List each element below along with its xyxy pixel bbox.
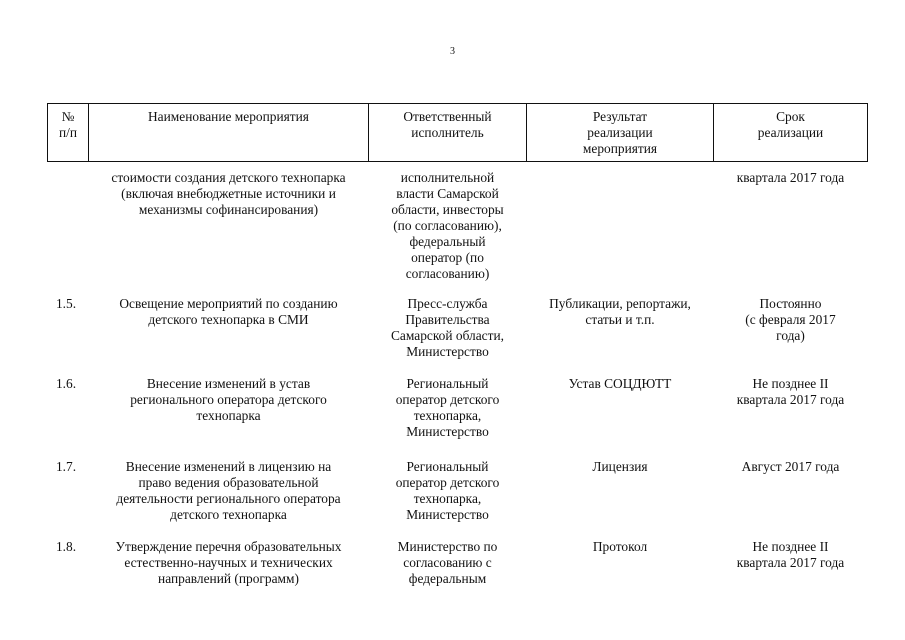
header-result xyxy=(527,104,714,162)
cell-line: реализации xyxy=(757,125,824,140)
row-num: 1.8. xyxy=(55,539,77,554)
row-responsible xyxy=(369,376,527,459)
cell-line: Пресс-служба xyxy=(407,296,488,311)
cell-line: реализации xyxy=(587,125,653,140)
row-name xyxy=(89,162,369,297)
events-table xyxy=(47,103,868,599)
cell-line: (включая внебюджетные источники и xyxy=(121,186,336,201)
table-header-row xyxy=(48,104,868,162)
cell-line: п/п xyxy=(58,125,78,140)
row-responsible xyxy=(369,162,527,297)
cell-line: детского технопарка в СМИ xyxy=(148,312,309,327)
header-name xyxy=(89,104,369,162)
cell-line: области, инвесторы xyxy=(391,202,504,217)
cell-line: Министерство по xyxy=(397,539,498,554)
cell-line: стоимости создания детского технопарка xyxy=(111,170,346,185)
row-term xyxy=(714,459,868,539)
cell-line: технопарка, xyxy=(413,491,482,506)
cell-line: Министерство xyxy=(406,507,489,522)
cell-line: Освещение мероприятий по созданию xyxy=(119,296,338,311)
cell-line: Результат xyxy=(592,109,648,124)
row-name xyxy=(89,539,369,599)
cell-line: Региональный xyxy=(406,376,489,391)
cell-line: оператор детского xyxy=(395,475,500,490)
table-row xyxy=(48,539,868,599)
cell-line: Устав СОЦДЮТТ xyxy=(568,376,672,391)
cell-line: квартала 2017 года xyxy=(736,170,845,185)
cell-line: Наименование мероприятия xyxy=(148,109,309,124)
cell-line: Министерство xyxy=(406,424,489,439)
table-row xyxy=(48,296,868,376)
cell-line: Самарской области, xyxy=(391,328,504,343)
cell-line: Публикации, репортажи, xyxy=(549,296,691,311)
cell-line: Региональный xyxy=(406,459,489,474)
row-term xyxy=(714,296,868,376)
cell-line: регионального оператора детского xyxy=(130,392,327,407)
cell-line: исполнитель xyxy=(411,125,484,140)
cell-line: оператор (по xyxy=(411,250,484,265)
cell-line: согласованию) xyxy=(405,266,490,281)
cell-line: Не позднее II xyxy=(752,539,829,554)
cell-line: право ведения образовательной xyxy=(138,475,319,490)
row-result xyxy=(527,459,714,539)
row-responsible xyxy=(369,296,527,376)
cell-line: Не позднее II xyxy=(752,376,829,391)
cell-line: года) xyxy=(776,328,805,343)
cell-line: квартала 2017 года xyxy=(736,555,845,570)
row-result xyxy=(527,296,714,376)
row-result xyxy=(527,162,714,297)
cell-line: (с февраля 2017 xyxy=(745,312,836,327)
cell-line: федеральным xyxy=(408,571,487,586)
cell-line: детского технопарка xyxy=(170,507,287,522)
header-num xyxy=(48,104,89,162)
row-name xyxy=(89,296,369,376)
cell-line: Срок xyxy=(776,109,805,124)
header-term xyxy=(714,104,868,162)
row-term xyxy=(714,162,868,297)
cell-line: мероприятия xyxy=(582,141,658,156)
cell-line: исполнительной xyxy=(400,170,495,185)
row-responsible xyxy=(369,539,527,599)
row-term xyxy=(714,376,868,459)
cell-line: Постоянно xyxy=(759,296,822,311)
cell-line: Лицензия xyxy=(592,459,648,474)
row-result xyxy=(527,539,714,599)
table-row xyxy=(48,376,868,459)
cell-line: квартала 2017 года xyxy=(736,392,845,407)
row-term xyxy=(714,539,868,599)
row-num xyxy=(48,162,89,297)
cell-line: Внесение изменений в устав xyxy=(146,376,311,391)
cell-line: Министерство xyxy=(406,344,489,359)
cell-line: (по согласованию), xyxy=(393,218,502,233)
cell-line: федеральный xyxy=(409,234,486,249)
cell-line: Ответственный xyxy=(403,109,492,124)
cell-line: власти Самарской xyxy=(396,186,499,201)
row-name xyxy=(89,459,369,539)
table-row xyxy=(48,459,868,539)
cell-line: согласованию с xyxy=(403,555,492,570)
cell-line: № xyxy=(61,109,75,124)
cell-line: деятельности регионального оператора xyxy=(116,491,341,506)
cell-line: Правительства xyxy=(405,312,490,327)
page-number: 3 xyxy=(450,46,455,57)
row-result xyxy=(527,376,714,459)
cell-line: Утверждение перечня образовательных xyxy=(115,539,342,554)
cell-line: механизмы софинансирования) xyxy=(138,202,319,217)
cell-line: Внесение изменений в лицензию на xyxy=(125,459,332,474)
row-name xyxy=(89,376,369,459)
cell-line: направлений (программ) xyxy=(158,571,299,586)
cell-line: Протокол xyxy=(592,539,648,554)
table-row xyxy=(48,162,868,297)
cell-line: естественно-научных и технических xyxy=(124,555,333,570)
cell-line: технопарка xyxy=(196,408,261,423)
row-num: 1.6. xyxy=(55,376,77,391)
row-num: 1.7. xyxy=(55,459,77,474)
cell-line: оператор детского xyxy=(395,392,500,407)
row-responsible xyxy=(369,459,527,539)
cell-line: статьи и т.п. xyxy=(585,312,655,327)
header-responsible xyxy=(369,104,527,162)
row-num: 1.5. xyxy=(55,296,77,311)
cell-line: технопарка, xyxy=(413,408,482,423)
cell-line: Август 2017 года xyxy=(741,459,840,474)
